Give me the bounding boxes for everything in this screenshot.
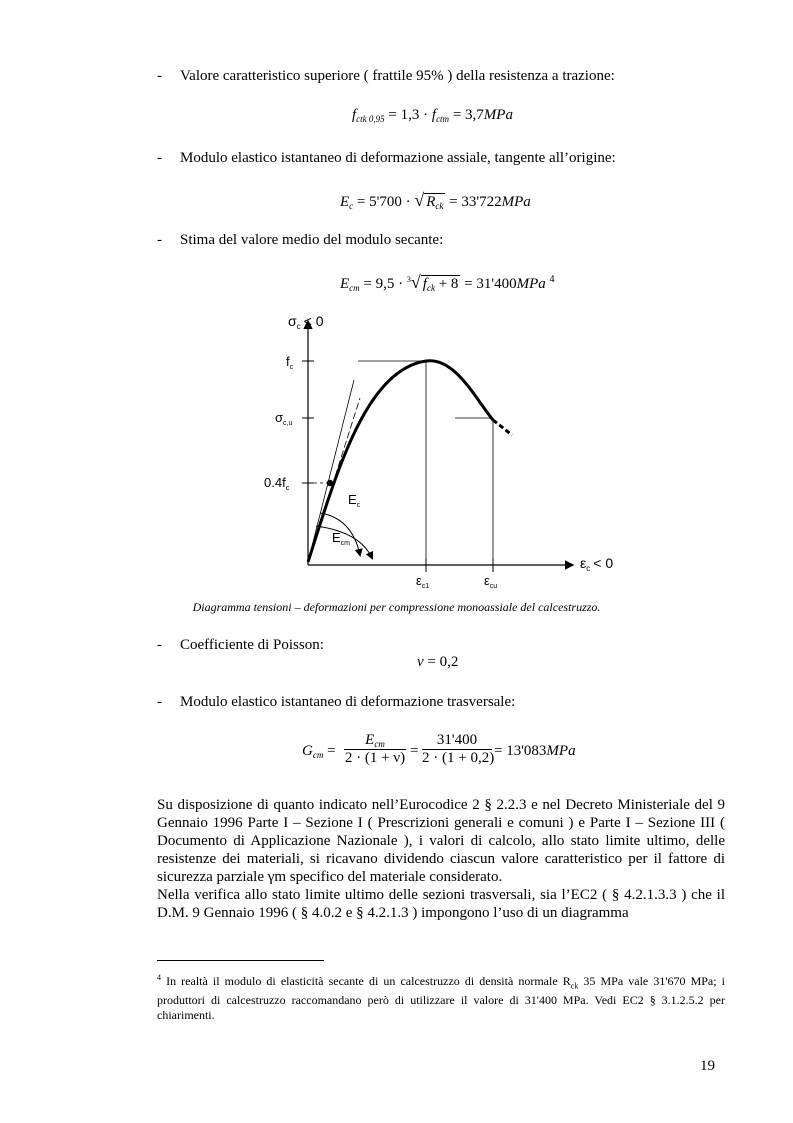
figure-caption: Diagramma tensioni – deformazioni per compressione monoassiale del calcestruzzo. <box>192 600 601 614</box>
footnote-ref: 4 <box>549 274 555 285</box>
bullet-dash: - <box>157 150 162 166</box>
point4-label: $0.4f_c$ <box>264 475 290 492</box>
ecm-label: $E_{cm}$ <box>332 530 351 547</box>
formula-fctk: $f_{ctk 0,95} = 1,3 \cdot f_{ctm} = 3,7MPa$ <box>352 107 513 124</box>
point-04fc <box>327 480 333 486</box>
bullet-dash: - <box>157 68 162 84</box>
bullet-gcm-text: Modulo elastico istantaneo di deformazione trasversale: <box>180 694 516 710</box>
epsu-label: $\varepsilon_{cu}$ <box>484 573 498 590</box>
curve-tail <box>493 420 512 435</box>
bullet-dash: - <box>157 232 162 248</box>
bullet-ec-text: Modulo elastico istantaneo di deformazione assiale, tangente all’origine: <box>180 150 616 166</box>
stress-strain-diagram <box>250 300 650 595</box>
y-axis-label: $\sigma_c < 0$ <box>288 313 324 331</box>
bullet-fctk-text: Valore caratteristico superiore ( frattile 95% ) della resistenza a trazione: <box>180 68 615 84</box>
x-axis-label: $\varepsilon_c < 0$ <box>580 555 614 573</box>
bullet-dash: - <box>157 694 162 710</box>
paragraph-verifica: Nella verifica allo stato limite ultimo delle sezioni trasversali, sia l’EC2 ( § 4.2.1.3.3 ) che il D.M. 9 Gennaio 1996 ( § 4.0.2 e § 4.2.1.3 ) impongono l’uso di un diagramma <box>157 887 725 921</box>
bullet-poisson-text: Coefficiente di Poisson: <box>180 637 324 653</box>
formula-ec: $E_c = 5'700$ · √ $R_{ck} = 33'722MPa$ <box>340 190 531 211</box>
bullet-dash: - <box>157 637 162 653</box>
page-number: 19 <box>700 1058 715 1074</box>
footnote: $^4$ In realtà il modulo di elasticità secante di un calcestruzzo di densità normale $R_{ck}$ 35 MPa vale 31'670 MPa; i produttori di calcestruzzo raccomandano però di utilizzare il valore di 31'400 MPa. Vedi EC2 § 3.1.2.5.2 per chiarimenti. <box>157 973 726 1023</box>
ec-label: $E_c$ <box>348 492 361 509</box>
bullet-ecm-text: Stima del valore medio del modulo secante: <box>180 232 444 248</box>
sigma-label: $\sigma_{c,u}$ <box>275 410 293 427</box>
paragraph-calcolo: Su disposizione di quanto indicato nell’Eurocodice 2 § 2.2.3 e nel Decreto Ministeriale del 9 Gennaio 1996 Parte I – Sezione I ( Prescrizioni generali e comuni ) e Parte I – Sezione III ( Documento di Applicazione Nazionale ), i valori di calcolo, allo stato limite ultimo, delle resistenze dei materiali, si ricavano dividendo ciascun valore caratteristico per il fattore di sicurezza parziale γm specifico del materiale considerato. <box>157 797 725 885</box>
eps1-label: $\varepsilon_{c1}$ <box>416 573 430 590</box>
footnote-rule <box>157 960 324 961</box>
formula-nu: ν = 0,2 <box>417 654 459 670</box>
formula-ecm: $E_{cm} = 9,5 \cdot ^3√$ $f_{ck} + 8 = 31'400MPa$ $^4$ <box>340 272 555 293</box>
fc-label: $f_c$ <box>286 354 294 371</box>
